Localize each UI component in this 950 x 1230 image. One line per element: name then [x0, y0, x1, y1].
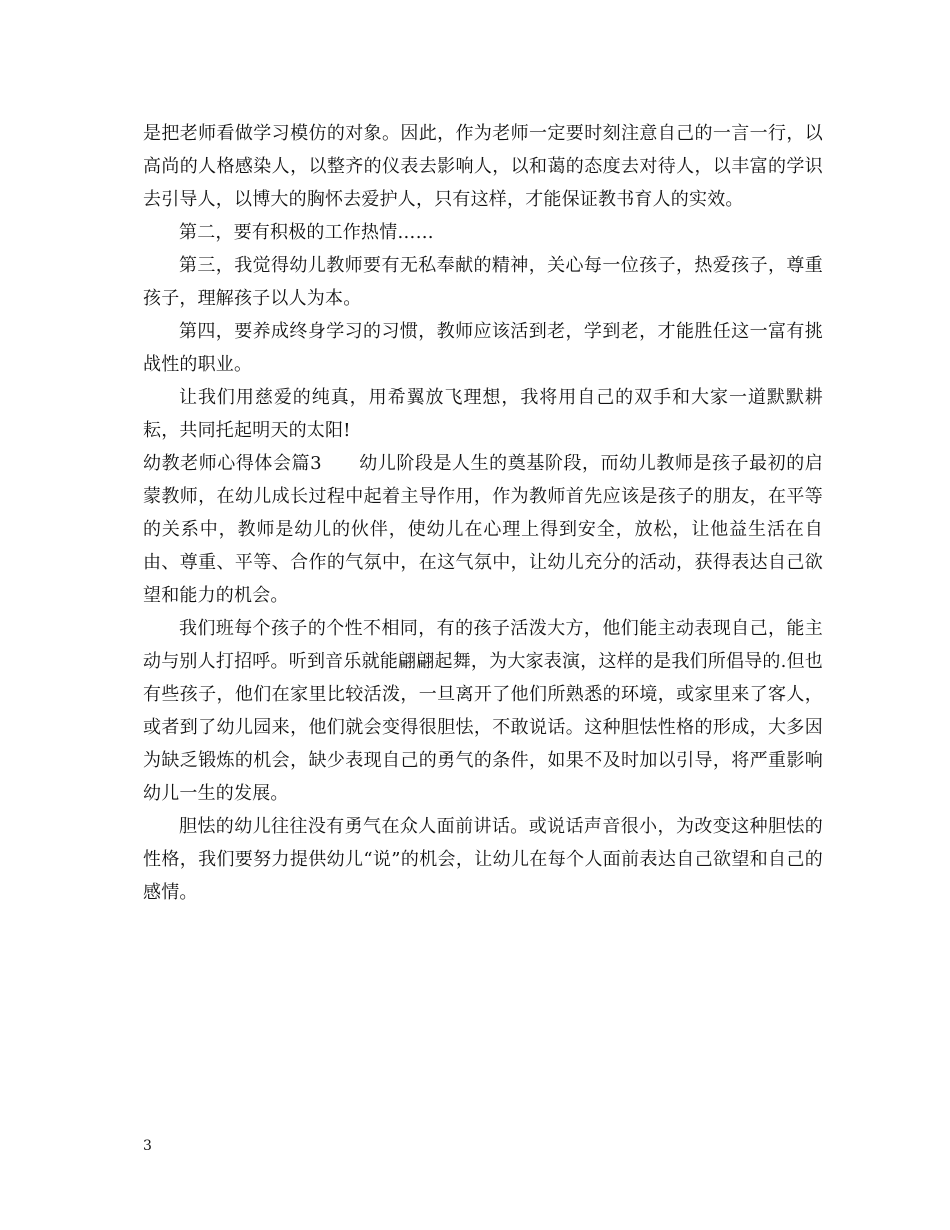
paragraph-fourth-point: 第四，要养成终身学习的习惯，教师应该活到老，学到老，才能胜任这一富有挑战性的职业。 [143, 321, 823, 375]
paragraph-section-3-start: 幼教老师心得体会篇3 幼儿阶段是人生的奠基阶段，而幼儿教师是孩子最初的启蒙教师，在幼儿成长过程中起着主导作用，作为教师首先应该是孩子的朋友，在平等的关系中，教师是幼儿的伙伴，使幼儿在心理上得到安全，放松，让他益生活在自由、尊重、平等、合作的气氛中，在这气氛中，让幼儿充分的活动，获得表达自己欲望和能力的机会。 [143, 453, 823, 606]
paragraph-continuation: 是把老师看做学习模仿的对象。因此，作为老师一定要时刻注意自己的一言一行，以高尚的人格感染人，以整齐的仪表去影响人，以和蔼的态度去对待人，以丰富的学识去引导人，以博大的胸怀去爱护人，只有这样，才能保证教书育人的实效。 [143, 123, 823, 210]
page-number: 3 [143, 1138, 152, 1154]
paragraph-timid-children: 胆怯的幼儿往往没有勇气在众人面前讲话。或说话声音很小，为改变这种胆怯的性格，我们要努力提供幼儿“说”的机会，让幼儿在每个人面前表达自己欲望和自己的感情。 [143, 816, 823, 903]
paragraph-children-personality: 我们班每个孩子的个性不相同，有的孩子活泼大方，他们能主动表现自己，能主动与别人打招呼。听到音乐就能翩翩起舞，为大家表演，这样的是我们所倡导的.但也有些孩子，他们在家里比较活泼，一旦离开了他们所熟悉的环境，或家里来了客人，或者到了幼儿园来，他们就会变得很胆怯，不敢说话。这种胆怯性格的形成，大多因为缺乏锻炼的机会，缺少表现自己的勇气的条件，如果不及时加以引导，将严重影响幼儿一生的发展。 [143, 618, 823, 804]
paragraph-second-point: 第二，要有积极的工作热情…… [179, 222, 434, 243]
paragraph-third-point: 第三，我觉得幼儿教师要有无私奉献的精神，关心每一位孩子，热爱孩子，尊重孩子，理解孩子以人为本。 [143, 255, 823, 309]
body-text [143, 117, 823, 909]
paragraph-closing: 让我们用慈爱的纯真，用希翼放飞理想，我将用自己的双手和大家一道默默耕耘，共同托起明天的太阳! [143, 387, 823, 441]
